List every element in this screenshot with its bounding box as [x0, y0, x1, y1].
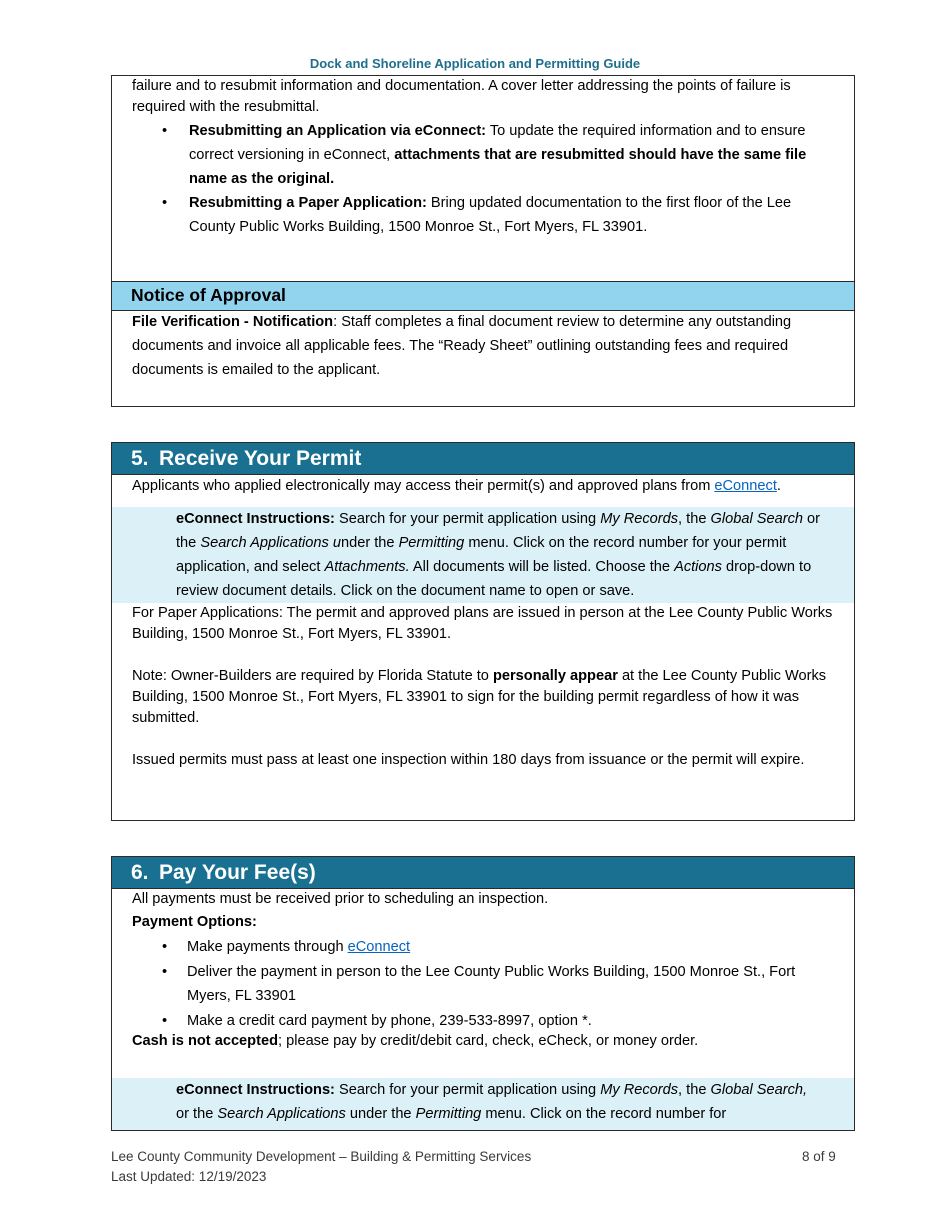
page-number: 8 of 9	[802, 1149, 836, 1164]
list-item: • Resubmitting a Paper Application: Bring updated documentation to the first floor of the Lee County Public Works Building, 1500 Monroe St., Fort Myers, FL 33901.	[112, 191, 854, 239]
section-pay-fees	[111, 856, 855, 1131]
bullet-icon: •	[162, 1012, 168, 1029]
resubmittal-list	[112, 119, 854, 239]
page-footer	[111, 1147, 531, 1187]
bullet-icon: •	[162, 963, 168, 980]
document-title: Dock and Shoreline Application and Permitting Guide	[309, 56, 641, 71]
payment-options-label: Payment Options:	[132, 914, 257, 930]
section-intro: Applicants who applied electronically may access their permit(s) and approved plans from eConnect.	[132, 478, 781, 494]
resubmittal-box	[111, 75, 855, 407]
owner-builder-note: Note: Owner-Builders are required by Florida Statute to personally appear at the Lee County Public Works Building, 1500 Monroe St., Fort Myers, FL 33901 to sign for the building permit regardless of how it was submitted.	[132, 668, 827, 726]
payment-options-list	[112, 935, 854, 1033]
footer-last-updated: Last Updated: 12/19/2023	[111, 1169, 267, 1184]
section-receive-permit	[111, 442, 855, 821]
econnect-link[interactable]: eConnect	[347, 939, 411, 955]
cash-not-accepted: Cash is not accepted; please pay by credit/debit card, check, eCheck, or money order.	[132, 1033, 699, 1049]
econnect-link[interactable]: eConnect	[714, 478, 777, 494]
section-heading: 5. Receive Your Permit	[112, 443, 854, 475]
bullet-icon: •	[162, 939, 168, 955]
inspection-note: Issued permits must pass at least one inspection within 180 days from issuance or the permit will expire.	[132, 752, 805, 768]
bullet-icon: •	[162, 195, 168, 211]
paper-applications-text: For Paper Applications: The permit and approved plans are issued in person at the Lee County Public Works Building, 1500 Monroe St., Fort Myers, FL 33901.	[132, 605, 833, 642]
econnect-instructions: eConnect Instructions: Search for your permit application using My Records, the Global Search or the Search Applications under the Permitting menu. Click on the record number for your permit application, and select Attachments. All documents will be listed. Choose the Actions drop-down to review document details. Click on the document name to open or save.	[112, 507, 854, 603]
footer-department: Lee County Community Development – Building & Permitting Services	[111, 1149, 532, 1164]
list-item: • Make payments through eConnect	[112, 935, 854, 960]
section-heading: 6. Pay Your Fee(s)	[112, 857, 854, 889]
econnect-instructions: eConnect Instructions: Search for your permit application using My Records, the Global Search, or the Search Applications under the Permitting menu. Click on the record number for	[112, 1078, 854, 1131]
list-item: • Make a credit card payment by phone, 239-533-8997, option *.	[112, 1009, 854, 1034]
bullet-icon: •	[162, 123, 168, 139]
notice-of-approval-heading: Notice of Approval	[112, 281, 854, 311]
resubmittal-intro: failure and to resubmit information and documentation. A cover letter addressing the points of failure is required with the resubmittal.	[132, 78, 791, 115]
verification-text: File Verification - Notification: Staff completes a final document review to determine any outstanding documents and invoice all applicable fees. The “Ready Sheet” outlining outstanding fees and required documents is emailed to the applicant.	[132, 314, 792, 378]
list-item: • Resubmitting an Application via eConnect: To update the required information and to ensure correct versioning in eConnect, attachments that are resubmitted should have the same file name as the original.	[112, 119, 854, 191]
payment-intro: All payments must be received prior to scheduling an inspection.	[132, 891, 549, 907]
list-item: • Deliver the payment in person to the Lee County Public Works Building, 1500 Monroe St., Fort Myers, FL 33901	[112, 960, 854, 1009]
